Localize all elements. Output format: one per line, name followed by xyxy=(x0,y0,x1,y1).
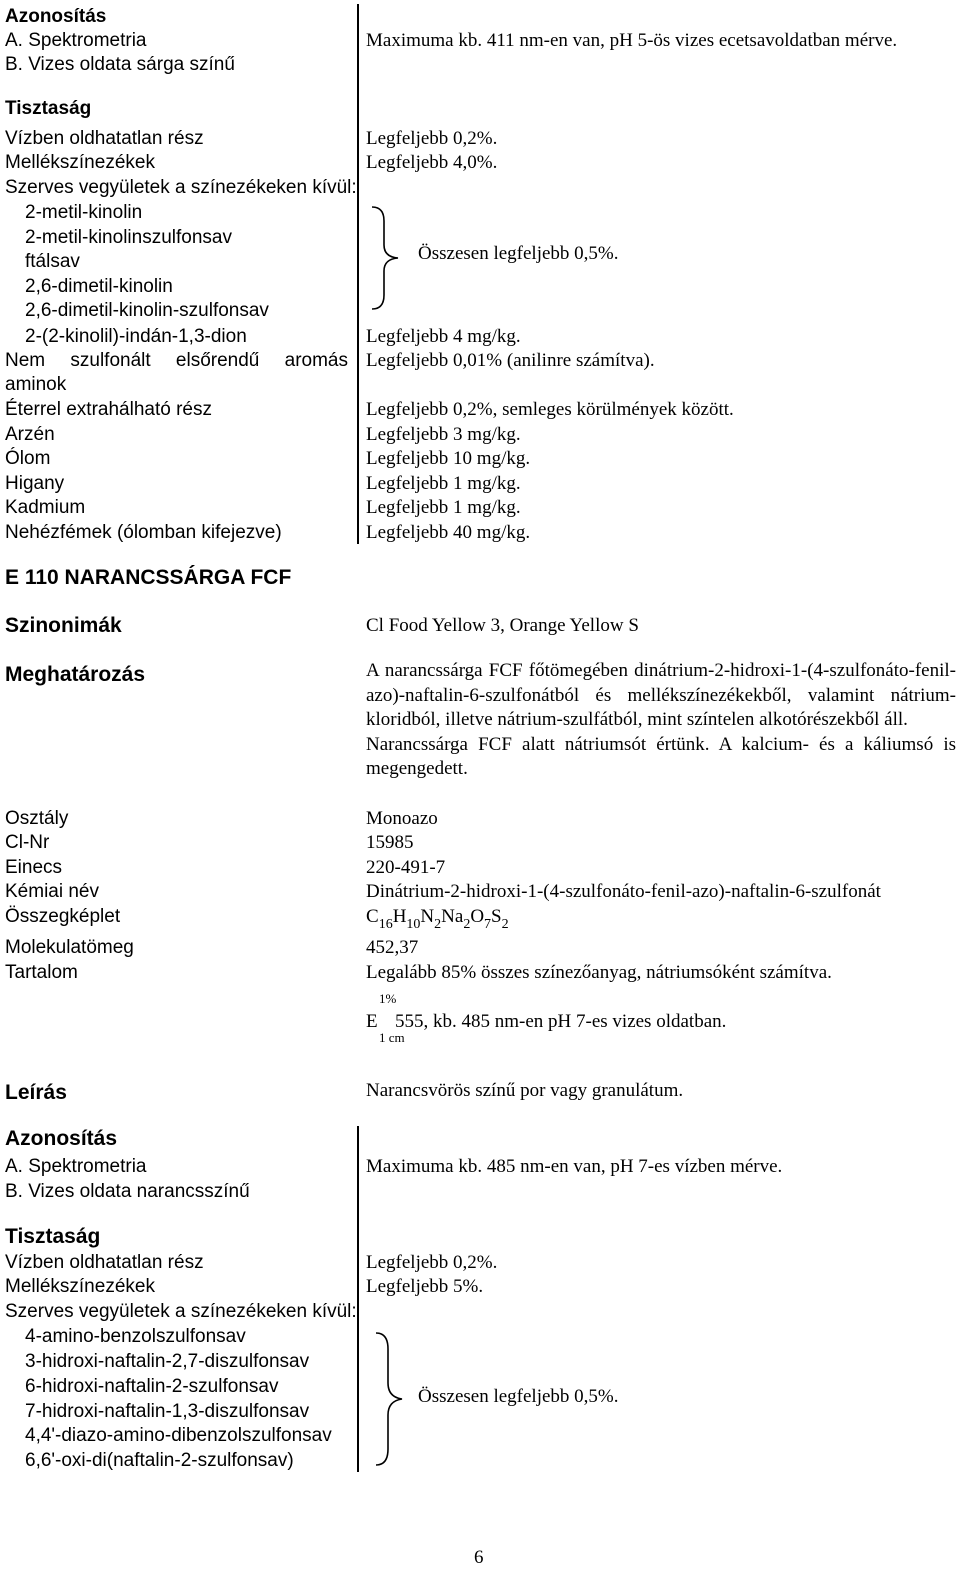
organic-item: 2-metil-kinolinszulfonsav xyxy=(25,227,232,248)
page-number: 6 xyxy=(474,1547,484,1568)
organic-item: 4-amino-benzolszulfonsav xyxy=(25,1326,246,1347)
organic-total: Összesen legfeljebb 0,5%. xyxy=(418,1386,619,1407)
einecs-label: Einecs xyxy=(5,857,63,878)
indan-label: 2-(2-kinolil)-indán-1,3-dion xyxy=(25,326,247,347)
row-label: Éterrel extrahálható rész xyxy=(5,399,212,420)
spektro-label: A. Spektrometria xyxy=(5,1156,147,1177)
leiras-label: Leírás xyxy=(5,1081,67,1104)
vizes-label: B. Vizes oldata narancsszínű xyxy=(5,1181,250,1202)
formula-subscript: 2 xyxy=(434,917,442,932)
row-value: Legfeljebb 3 mg/kg. xyxy=(366,424,521,445)
formula-subscript: 7 xyxy=(484,917,492,932)
formula-element: H xyxy=(392,906,407,927)
molekula-label: Molekulatömeg xyxy=(5,937,134,958)
organic-item: 3-hidroxi-naftalin-2,7-diszulfonsav xyxy=(25,1351,310,1372)
row-label: Nehézfémek (ólomban kifejezve) xyxy=(5,522,282,543)
organic-item: 6,6'-oxi-di(naftalin-2-szulfonsav) xyxy=(25,1450,294,1471)
right-brace-icon xyxy=(372,1331,412,1467)
formula-element: Na xyxy=(441,906,464,927)
formula-element: C xyxy=(366,906,379,927)
molekula-value: 452,37 xyxy=(366,937,419,958)
meghatarozas-label: Meghatározás xyxy=(5,663,146,686)
organic-label: Szerves vegyületek a színezékeken kívül: xyxy=(5,1301,357,1322)
row-label: Kadmium xyxy=(5,497,86,518)
row-label: Mellékszínezékek xyxy=(5,152,155,173)
formula-element: O xyxy=(470,906,485,927)
formula-subscript: 2 xyxy=(501,917,509,932)
formula-element: N xyxy=(420,906,435,927)
column-divider-top xyxy=(357,4,359,544)
amin-value: Legfeljebb 0,01% (anilinre számítva). xyxy=(366,350,655,371)
column-divider-bottom xyxy=(357,1126,359,1472)
organic-item: 2,6-dimetil-kinolin xyxy=(25,276,173,297)
meghatarozas-text xyxy=(366,659,956,782)
formula-subscript: 16 xyxy=(378,917,393,932)
row-value: Legfeljebb 1 mg/kg. xyxy=(366,473,521,494)
extinction-value: 555, kb. 485 nm-en pH 7-es vizes oldatban. xyxy=(395,1011,727,1032)
right-brace-icon xyxy=(368,205,408,311)
amin-label: Nem szulfonált elsőrendű aromás xyxy=(5,350,348,371)
row-value: Legfeljebb 1 mg/kg. xyxy=(366,497,521,518)
e110-title: E 110 NARANCSSÁRGA FCF xyxy=(5,566,292,589)
clnr-label: Cl-Nr xyxy=(5,832,50,853)
osszegkeplet-label: Összegképlet xyxy=(5,906,121,927)
extinction-sub: 1 cm xyxy=(379,1030,405,1045)
formula xyxy=(366,905,509,931)
row-label: Higany xyxy=(5,473,65,494)
amin-label-cont: aminok xyxy=(5,374,67,395)
tartalom-label: Tartalom xyxy=(5,962,78,983)
formula-subscript: 10 xyxy=(406,917,421,932)
row-label: Vízben oldhatatlan rész xyxy=(5,1252,204,1273)
row-value: Legfeljebb 4,0%. xyxy=(366,152,498,173)
spektro-value: Maximuma kb. 411 nm-en van, pH 5-ös vizes ecetsavoldatban mérve. xyxy=(366,30,898,51)
organic-item: ftálsav xyxy=(25,251,80,272)
leiras-value: Narancsvörös színű por vagy granulátum. xyxy=(366,1080,684,1101)
szinonimak-label: Szinonimák xyxy=(5,614,122,637)
row-value: Legfeljebb 10 mg/kg. xyxy=(366,448,531,469)
formula-subscript: 2 xyxy=(463,917,471,932)
clnr-value: 15985 xyxy=(366,832,414,853)
osztaly-value: Monoazo xyxy=(366,808,438,829)
row-value: Legfeljebb 5%. xyxy=(366,1276,484,1297)
azonositas-heading: Azonosítás xyxy=(5,1127,118,1150)
extinction-sup: 1% xyxy=(379,991,397,1006)
row-label: Mellékszínezékek xyxy=(5,1276,155,1297)
row-value: Legfeljebb 0,2%, semleges körülmények között. xyxy=(366,399,734,420)
organic-item: 4,4'-diazo-amino-dibenzolszulfonsav xyxy=(25,1425,332,1446)
tisztasag-heading: Tisztaság xyxy=(5,98,92,119)
row-label: Ólom xyxy=(5,448,51,469)
organic-label: Szerves vegyületek a színezékeken kívül: xyxy=(5,177,357,198)
spektro-label: A. Spektrometria xyxy=(5,30,147,51)
organic-total: Összesen legfeljebb 0,5%. xyxy=(418,243,619,264)
einecs-value: 220-491-7 xyxy=(366,857,446,878)
organic-item: 2,6-dimetil-kinolin-szulfonsav xyxy=(25,300,269,321)
organic-item: 7-hidroxi-naftalin-1,3-diszulfonsav xyxy=(25,1401,310,1422)
row-label: Arzén xyxy=(5,424,55,445)
vizes-label: B. Vizes oldata sárga színű xyxy=(5,54,235,75)
indan-value: Legfeljebb 4 mg/kg. xyxy=(366,326,521,347)
tisztasag-heading: Tisztaság xyxy=(5,1225,101,1248)
row-value: Legfeljebb 0,2%. xyxy=(366,1252,498,1273)
extinction-letter: E xyxy=(366,1011,378,1032)
organic-item: 6-hidroxi-naftalin-2-szulfonsav xyxy=(25,1376,279,1397)
osztaly-label: Osztály xyxy=(5,808,69,829)
meghatarozas-paragraph: A narancssárga FCF főtömegében dinátrium-2-hidroxi-1-(4-szulfonáto-fenil-azo)-naftalin-6-szulfonátból és mellékszínezékekből, valamint nátrium-kloridból, illetve nátrium-szulfátból, mint színtelen alkotórészekből áll. xyxy=(366,660,956,730)
row-value: Legfeljebb 40 mg/kg. xyxy=(366,522,531,543)
row-value: Legfeljebb 0,2%. xyxy=(366,128,498,149)
kemiai-value: Dinátrium-2-hidroxi-1-(4-szulfonáto-fenil-azo)-naftalin-6-szulfonát xyxy=(366,881,881,902)
meghatarozas-paragraph: Narancssárga FCF alatt nátriumsót értünk. A kalcium- és a káliumsó is megengedett. xyxy=(366,733,956,779)
formula-element: S xyxy=(491,906,502,927)
azonositas-heading: Azonosítás xyxy=(5,6,107,27)
row-label: Vízben oldhatatlan rész xyxy=(5,128,204,149)
szinonimak-value: Cl Food Yellow 3, Orange Yellow S xyxy=(366,615,639,636)
kemiai-label: Kémiai név xyxy=(5,881,99,902)
spektro-value: Maximuma kb. 485 nm-en van, pH 7-es vízben mérve. xyxy=(366,1156,783,1177)
organic-item: 2-metil-kinolin xyxy=(25,202,143,223)
tartalom-value: Legalább 85% összes színezőanyag, nátriumsóként számítva. xyxy=(366,962,832,983)
